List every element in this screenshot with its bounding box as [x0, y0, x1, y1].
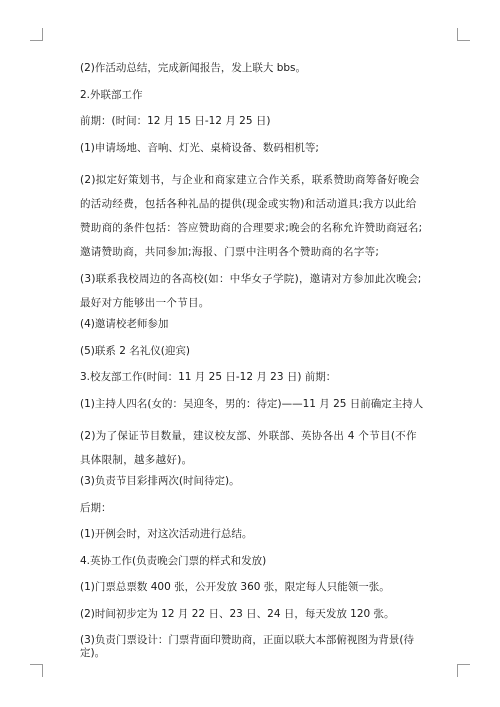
heading-external-affairs: 2.外联部工作 [80, 88, 143, 101]
paragraph-etiquette-staff: (5)联系 2 名礼仪(迎宾) [80, 344, 190, 357]
paragraph-venue-equipment: (1)申请场地、音响、灯光、桌椅设备、数码相机等; [80, 141, 319, 154]
paragraph-hosts: (1)主持人四名(女的：吴迎冬，男的：待定)——11 月 25 日前确定主持人 [80, 397, 424, 410]
crop-mark-top-right [457, 28, 470, 41]
paragraph-program-count: (2)为了保证节目数量，建议校友部、外联部、英协各出 4 个节目(不作具体限制，越多越好)。 [80, 430, 417, 466]
heading-post-period: 后期： [80, 501, 112, 514]
document-body [80, 62, 424, 674]
paragraph-ticket-dates: (2)时间初步定为 12 月 22 日、23 日、24 日，每天发放 120 张。 [80, 607, 395, 620]
paragraph-ticket-count: (1)门票总票数 400 张，公开发放 360 张，限定每人只能领一张。 [80, 581, 390, 593]
paragraph-rehearsal: (3)负责节目彩排两次(时间待定)。 [80, 475, 240, 487]
paragraph-pre-period-time: 前期：(时间：12 月 15 日-12 月 25 日) [80, 115, 271, 127]
paragraph-sponsorship-plan: (2)拟定好策划书，与企业和商家建立合作关系，联系赞助商筹备好晚会的活动经费，包括各种礼品的提供(现金或实物)和活动道具;我方以此给赞助商的条件包括：答应赞助商的合理要求;晚会的名称允许赞助商冠名;邀请赞助商，共同参加;海报、门票中注明各个赞助商的名字等; [80, 174, 423, 258]
crop-mark-top-left [30, 28, 43, 41]
paragraph-activity-summary: (2)作活动总结，完成新闻报告，发上联大 bbs。 [80, 62, 307, 74]
heading-alumni-department: 3.校友部工作(时间：11 月 25 日-12 月 23 日) 前期： [80, 371, 337, 383]
paragraph-invite-teachers: (4)邀请校老师参加 [80, 318, 169, 330]
paragraph-summary-meeting: (1)开例会时，对这次活动进行总结。 [80, 528, 253, 540]
paragraph-ticket-design: (3)负责门票设计：门票背面印赞助商，正面以联大本部俯视图为背景(待定)。 [80, 634, 414, 659]
crop-mark-bottom-left [30, 664, 43, 677]
paragraph-contact-universities: (3)联系我校周边的各高校(如：中华女子学院)，邀请对方参加此次晚会;最好对方能够出一个节目。 [80, 273, 422, 309]
crop-mark-bottom-right [457, 664, 470, 677]
heading-english-association: 4.英协工作(负责晚会门票的样式和发放) [80, 554, 267, 567]
